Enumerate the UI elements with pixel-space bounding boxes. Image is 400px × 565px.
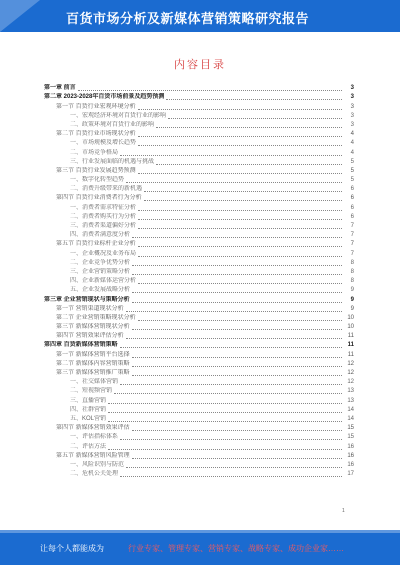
toc-leader-dots xyxy=(126,181,342,183)
toc-entry-page: 17 xyxy=(347,471,354,478)
toc-entry-label: 一、数字化转型趋势 xyxy=(70,177,125,184)
toc-entry[interactable] xyxy=(44,121,354,130)
toc-entry-page: 4 xyxy=(350,149,354,156)
toc-entry[interactable] xyxy=(44,130,354,139)
toc-entry[interactable] xyxy=(44,102,354,111)
toc-entry[interactable] xyxy=(44,249,354,258)
toc-entry[interactable] xyxy=(44,231,354,240)
toc-entry[interactable] xyxy=(44,452,354,461)
toc-entry[interactable] xyxy=(44,259,354,268)
toc-leader-dots xyxy=(138,218,342,220)
toc-entry[interactable] xyxy=(44,148,354,157)
toc-leader-dots xyxy=(132,264,342,266)
toc-entry-page: 3 xyxy=(350,121,354,128)
toc-leader-dots xyxy=(108,402,342,404)
toc-entry[interactable] xyxy=(44,461,354,470)
toc-entry-label: 三、企业营销策略分析 xyxy=(70,268,131,275)
toc-entry[interactable] xyxy=(44,176,354,185)
toc-entry-page: 10 xyxy=(347,314,354,321)
toc-entry[interactable] xyxy=(44,442,354,451)
toc-entry[interactable] xyxy=(44,286,354,295)
toc-entry[interactable] xyxy=(44,277,354,286)
toc-entry-page: 5 xyxy=(350,177,354,184)
toc-entry-label: 二、消费升级带来的新机遇 xyxy=(70,186,143,193)
toc-entry-page: 15 xyxy=(347,425,354,432)
toc-entry-page: 12 xyxy=(347,370,354,376)
report-title: 百货市场分析及新媒体营销策略研究报告 xyxy=(66,11,310,26)
toc-entry-page: 14 xyxy=(347,406,354,413)
toc-leader-dots xyxy=(138,282,342,284)
toc-entry-label: 二、危机公关处理 xyxy=(70,471,119,478)
toc-entry-label: 第三章 企业营销现状与策略分析 xyxy=(44,296,130,303)
toc-entry-page: 12 xyxy=(347,360,354,367)
footer-stripe xyxy=(0,530,400,533)
toc-entry[interactable] xyxy=(44,350,354,359)
toc-leader-dots xyxy=(120,346,342,348)
toc-leader-dots xyxy=(138,227,342,229)
toc-entry[interactable] xyxy=(44,185,354,194)
toc-entry[interactable] xyxy=(44,222,354,231)
toc-entry[interactable] xyxy=(44,369,354,378)
toc-leader-dots xyxy=(138,144,342,146)
toc-leader-dots xyxy=(156,163,342,165)
toc-entry-label: 五、企业发展战略分析 xyxy=(70,287,131,294)
toc-leader-dots xyxy=(132,457,342,459)
toc-leader-dots xyxy=(144,190,342,192)
toc-leader-dots xyxy=(132,236,342,238)
toc-entry-label: 第二节 百货行业市场现状分析 xyxy=(56,131,136,138)
toc-leader-dots xyxy=(138,255,342,257)
toc-entry-label: 一、宏观经济环境对百货行业的影响 xyxy=(70,112,167,119)
toc-entry-page: 5 xyxy=(350,158,354,165)
toc-entry-page: 11 xyxy=(347,333,354,340)
page-footer xyxy=(0,530,400,565)
toc-leader-dots xyxy=(132,429,342,431)
toc-entry[interactable] xyxy=(44,323,354,332)
toc-entry[interactable] xyxy=(44,396,354,405)
toc-entry-page: 11 xyxy=(347,342,354,349)
toc-entry-label: 三、消费者渠道偏好分析 xyxy=(70,223,137,229)
toc-entry-page: 12 xyxy=(347,379,354,386)
toc-leader-dots xyxy=(108,448,342,450)
toc-entry-label: 五、KOL营销 xyxy=(70,415,107,422)
toc-entry-page: 7 xyxy=(350,223,354,229)
toc-entry-page: 3 xyxy=(350,112,354,119)
toc-entry-page: 10 xyxy=(347,324,354,331)
toc-entry-page: 9 xyxy=(350,287,354,294)
toc-leader-dots xyxy=(168,117,342,119)
toc-leader-dots xyxy=(114,392,342,394)
toc-entry-page: 8 xyxy=(350,259,354,266)
toc-entry-label: 四、社群营销 xyxy=(70,406,107,413)
toc-entry-page: 4 xyxy=(350,140,354,147)
toc-entry-page: 16 xyxy=(347,452,354,459)
header-corner-decoration xyxy=(0,0,40,32)
toc-leader-dots xyxy=(132,301,342,303)
toc-entry-page: 8 xyxy=(350,278,354,285)
toc-entry[interactable] xyxy=(44,387,354,396)
toc-entry[interactable] xyxy=(44,406,354,415)
toc-entry-page: 7 xyxy=(350,250,354,257)
page-number: 1 xyxy=(342,508,345,514)
toc-leader-dots xyxy=(78,89,342,91)
toc-entry-label: 二、政策环境对百货行业的影响 xyxy=(70,121,155,128)
toc-entry-page: 8 xyxy=(350,268,354,275)
toc-entry[interactable] xyxy=(44,341,354,350)
toc-entry[interactable] xyxy=(44,240,354,249)
toc-leader-dots xyxy=(138,319,342,321)
toc-entry-label: 第一节 百货行业宏观环境分析 xyxy=(56,103,136,110)
toc-entry[interactable] xyxy=(44,295,354,304)
toc-entry-page: 13 xyxy=(347,397,354,404)
toc-entry-label: 第三节 百货行业发展趋势预测 xyxy=(56,167,136,174)
toc-leader-dots xyxy=(126,337,342,339)
toc-entry-page: 4 xyxy=(350,131,354,138)
toc-entry-label: 二、市场竞争格局 xyxy=(70,149,119,156)
toc-entry-page: 16 xyxy=(347,461,354,468)
toc-entry[interactable] xyxy=(44,305,354,314)
toc-entry[interactable] xyxy=(44,158,354,167)
toc-leader-dots xyxy=(132,328,342,330)
toc-entry-page: 9 xyxy=(350,296,354,303)
toc-leader-dots xyxy=(138,135,342,137)
toc-entry[interactable] xyxy=(44,203,354,212)
toc-entry-page: 3 xyxy=(350,94,354,101)
toc-entry-label: 一、社交媒体营销 xyxy=(70,379,119,386)
toc-entry[interactable] xyxy=(44,84,354,93)
toc-entry-label: 一、企业概况及业务布局 xyxy=(70,250,137,257)
toc-entry-label: 四、企业新媒体运营分析 xyxy=(70,278,137,285)
toc-entry[interactable] xyxy=(44,415,354,424)
toc-entry[interactable] xyxy=(44,268,354,277)
table-of-contents xyxy=(44,84,354,479)
toc-entry-label: 第四节 百货行业消费者行为分析 xyxy=(56,195,142,202)
footer-slogan: 让每个人都能成为 xyxy=(40,544,104,553)
toc-entry-page: 7 xyxy=(350,232,354,239)
toc-entry-label: 第四节 新媒体营销效果评估 xyxy=(56,425,130,432)
toc-entry[interactable] xyxy=(44,139,354,148)
toc-entry-page: 5 xyxy=(350,167,354,174)
toc-entry-page: 11 xyxy=(347,351,354,358)
toc-entry-label: 三、直播营销 xyxy=(70,397,107,404)
toc-entry[interactable] xyxy=(44,470,354,479)
toc-entry-label: 二、评估方法 xyxy=(70,443,107,450)
toc-leader-dots xyxy=(132,365,342,367)
toc-leader-dots xyxy=(126,310,342,312)
toc-entry-page: 6 xyxy=(350,186,354,193)
toc-entry-label: 第一章 前言 xyxy=(44,85,76,92)
toc-entry[interactable] xyxy=(44,93,354,102)
toc-entry[interactable] xyxy=(44,424,354,433)
toc-entry-page: 6 xyxy=(350,195,354,202)
toc-entry[interactable] xyxy=(44,213,354,222)
toc-entry[interactable] xyxy=(44,314,354,323)
toc-leader-dots xyxy=(132,356,342,358)
toc-entry[interactable] xyxy=(44,332,354,341)
toc-entry-label: 第二节 企业营销策略现状分析 xyxy=(56,314,136,321)
toc-leader-dots xyxy=(138,108,342,110)
toc-entry-page: 7 xyxy=(350,241,354,248)
toc-entry-page: 3 xyxy=(350,85,354,92)
toc-entry[interactable] xyxy=(44,433,354,442)
toc-leader-dots xyxy=(108,411,342,413)
toc-leader-dots xyxy=(132,273,342,275)
toc-leader-dots xyxy=(156,126,342,128)
toc-leader-dots xyxy=(108,420,342,422)
toc-entry-page: 13 xyxy=(347,388,354,395)
toc-entry-label: 一、消费者需求特征分析 xyxy=(70,204,137,211)
toc-entry-label: 二、短视频营销 xyxy=(70,388,113,395)
toc-entry-label: 二、企业竞争优势分析 xyxy=(70,259,131,266)
toc-leader-dots xyxy=(132,291,342,293)
toc-leader-dots xyxy=(166,98,342,100)
toc-entry-label: 第五节 新媒体营销风险管理 xyxy=(56,452,130,459)
toc-entry[interactable] xyxy=(44,167,354,176)
toc-entry-page: 3 xyxy=(350,103,354,110)
toc-entry-label: 三、行业发展面临的机遇与挑战 xyxy=(70,158,155,165)
toc-entry-page: 15 xyxy=(347,434,354,441)
toc-leader-dots xyxy=(138,172,342,174)
toc-entry-label: 一、市场规模及增长趋势 xyxy=(70,140,137,147)
toc-leader-dots xyxy=(132,374,342,376)
toc-entry-label: 第五节 百货行业标杆企业分析 xyxy=(56,241,136,248)
toc-leader-dots xyxy=(120,475,342,477)
page-header xyxy=(0,0,400,32)
toc-entry[interactable] xyxy=(44,194,354,203)
toc-entry-label: 第三节 新媒体营销推广策略 xyxy=(56,370,130,376)
toc-entry-label: 二、消费者购买行为分析 xyxy=(70,213,137,220)
toc-entry-page: 6 xyxy=(350,204,354,211)
toc-leader-dots xyxy=(120,383,342,385)
toc-entry-page: 14 xyxy=(347,415,354,422)
toc-heading: 内容目录 xyxy=(174,59,226,71)
toc-entry[interactable] xyxy=(44,378,354,387)
toc-leader-dots xyxy=(120,438,342,440)
toc-leader-dots xyxy=(144,199,342,201)
toc-entry-label: 第二节 新媒体内容营销策略 xyxy=(56,360,130,367)
toc-leader-dots xyxy=(126,466,342,468)
toc-entry-label: 第二章 2023-2028年百货市场前景及趋势预测 xyxy=(44,94,165,101)
toc-entry-label: 第一节 新媒体营销平台选择 xyxy=(56,351,130,358)
toc-entry-label: 第四节 营销效果评估分析 xyxy=(56,333,124,340)
toc-leader-dots xyxy=(120,154,342,156)
toc-leader-dots xyxy=(138,245,342,247)
toc-entry-label: 四、消费者满意度分析 xyxy=(70,232,131,239)
toc-entry[interactable] xyxy=(44,360,354,369)
toc-entry-label: 一、评估指标体系 xyxy=(70,434,119,441)
toc-entry-label: 第四章 百货新媒体营销策略 xyxy=(44,342,118,349)
toc-entry[interactable] xyxy=(44,112,354,121)
toc-entry-page: 9 xyxy=(350,305,354,312)
toc-entry-page: 16 xyxy=(347,443,354,450)
toc-leader-dots xyxy=(138,209,342,211)
footer-roles: 行业专家、管理专家、营销专家、战略专家、成功企业家…… xyxy=(128,544,344,553)
toc-entry-page: 6 xyxy=(350,213,354,220)
toc-entry-label: 第三节 新媒体营销现状分析 xyxy=(56,324,130,331)
toc-entry-label: 第一节 营销渠道现状分析 xyxy=(56,305,124,312)
toc-entry-label: 一、风险识别与防范 xyxy=(70,461,125,468)
